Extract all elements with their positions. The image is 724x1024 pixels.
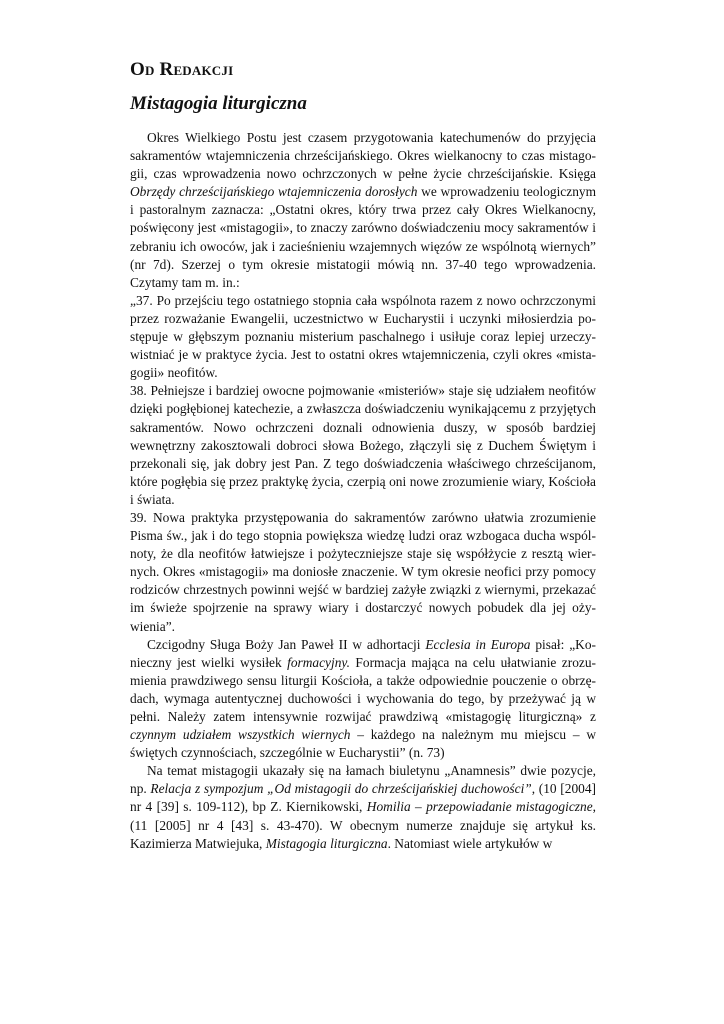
intro-text-2: we wprowadzeniu teologicznym i pastoralnym zaznacza: „Ostatni okres, który trwa przez cały Okres Wielkanocny, poświęcony jest «mistagogii», to znaczy zarówno doświadczeniu mocy sakramentów i zebraniu ich owoców, jak i zacieśnieniu wzajemnych więzów ze wspólnotą wiernych” (nr 7d). Szerzej o tym okresie mistatogii mówią nn. 37-40 tego wprowadzenia. Czytamy tam m. in.: xyxy=(130,184,596,290)
quote-paragraph-39: 39. Nowa praktyka przystępowania do sakramentów zarówno ułatwia zrozumienie Pisma św., jak i do tego stopnia powiększa wiedzę ludzi oraz wzbogaca ducha wspólnoty, że dla neofitów łatwiejsze i pożyteczniejsze staje się współżycie z resztą wiernych. Okres «mistagogii» ma doniosłe znaczenie. W tym okresie neofici przy pomocy rodziców chrzestnych powinni wejść w bardziej zażyłe związki z wiernymi, przekazać im świeże spojrzenie na sprawy wiary i dostarczyć nowych pobudek dla jej ożywienia”. xyxy=(130,509,596,634)
ecclesia-title-italic: Ecclesia in Europa xyxy=(425,636,531,652)
section-heading: Od Redakcji xyxy=(130,59,234,80)
intro-paragraph xyxy=(130,129,596,292)
jp-text-2: pisał: „Konieczny jest wielki wysiłek xyxy=(130,636,596,670)
active-participation-italic: czynnym udziałem wszystkich wiernych xyxy=(130,727,351,743)
john-paul-paragraph xyxy=(130,636,596,763)
editorial-page xyxy=(130,58,596,853)
relacja-title-italic: Relacja z sympozjum „Od mistagogii do chrześcijańskiej duchowości” xyxy=(150,781,532,797)
formacyjny-italic: formacyjny. xyxy=(287,654,350,670)
article-title: Mistagogia liturgiczna xyxy=(130,93,307,114)
jp-text-3: Formacja mająca na celu ułatwianie zrozumienia prawdziwego sensu liturgii Kościoła, a także odpowiednie pouczenie o obrzędach, wymaga autentycznej duchowości i wychowania do tego, by przeżywać ją w pełni. Należy zatem intensywnie rozwijać prawdziwą «mistagogię liturgiczną» z xyxy=(130,654,597,724)
article-body xyxy=(130,129,596,853)
book-title-italic: Obrzędy chrześcijańskiego wtajemniczenia dorosłych xyxy=(130,184,418,200)
jp-text-1: Czcigodny Sługa Boży Jan Paweł II w adhortacji xyxy=(147,636,426,652)
homilia-title-italic: Homilia – przepowiadanie mistagogiczne xyxy=(366,799,593,815)
quote-paragraph-38: 38. Pełniejsze i bardziej owocne pojmowanie «misteriów» staje się udziałem neofitów dzięki pogłębionej katechezie, a zwłaszcza doświadczeniu wynikającemu z przyjętych sakramentów. Nowo ochrzczeni doznali odnowienia duszy, w sposób bardziej wewnętrzny zakosztowali dobroci słowa Bożego, złączyli się z Duchem Świętym i przekonali się, jak dobry jest Pan. Z tego doświadczenia właściwego chrześcijanom, które pogłębia się przez praktykę życia, czerpią oni nowe zrozumienie wiary, Kościoła i świata. xyxy=(130,383,596,507)
jp-text-4: – każdego na należnym mu miejscu – w świętych czynnościach, szczególnie w Eucharystii” (n. 73) xyxy=(130,727,596,761)
intro-text-1: Okres Wielkiego Postu jest czasem przygotowania katechumenów do przyjęcia sakramentów wtajemniczenia chrześcijańskiego. Okres wielkanocny to czas mistagogii, czas wprowadzenia nowo ochrzczonych w pełne życie chrześcijańskie. Księga xyxy=(130,130,596,182)
anamnesis-paragraph xyxy=(130,762,596,852)
article-title-italic: Mistagogia liturgiczna xyxy=(265,835,388,851)
an-text-4: . Natomiast wiele artykułów w xyxy=(387,835,553,851)
an-text-3: , (11 [2005] nr 4 [43] s. 43-470). W obecnym numerze znajduje się artykuł ks. Kazimierza Matwiejuka, xyxy=(130,799,597,851)
an-text-2: , (10 [2004] nr 4 [39] s. 109-112), bp Z. Kiernikowski, xyxy=(130,781,596,815)
an-text-1: Na temat mistagogii ukazały się na łamach biuletynu „Anamnesis” dwie pozycje, np. xyxy=(130,763,596,797)
quote-paragraph-37: „37. Po przejściu tego ostatniego stopnia cała wspólnota razem z nowo ochrzczonymi przez rozważanie Ewangelii, uczestnictwo w Eucharystii i uczynki miłosierdzia postępuje w głębszym poznaniu misterium paschalnego i usiłuje coraz lepiej urzeczywistniać je w praktyce życia. Jest to ostatni okres wtajemniczenia, czyli okres «mistagogii» neofitów. xyxy=(130,292,596,381)
